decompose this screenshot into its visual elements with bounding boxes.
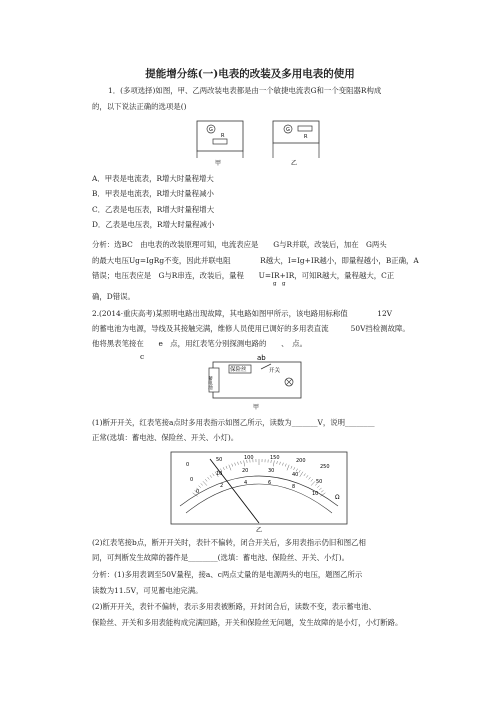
q1-analysis-subscript: g g bbox=[273, 281, 286, 287]
fig-fuse-label: 保险丝 bbox=[230, 367, 247, 373]
fig-label-yi2: 乙 bbox=[256, 527, 263, 533]
fig-label-jia: 甲 bbox=[215, 160, 222, 167]
q2-part2-line2: 同，可判断发生故障的器件是________(选填：蓄电池、保险丝、开关、小灯)。 bbox=[92, 553, 350, 562]
q1-analysis-line4: 确，D错误。 bbox=[92, 292, 135, 301]
q2-stem-line3: 他将黑表笔接在 e 点，用红表笔分别探测电路的 、 点。 bbox=[92, 339, 308, 348]
fig-ab-label: ab bbox=[257, 354, 266, 362]
multimeter-scale-figure bbox=[170, 451, 348, 533]
q2-stem-line1: 2.(2014·重庆高考)某照明电路出现故障，其电路如图甲所示，该电路用标称值 12V bbox=[92, 309, 393, 318]
svg-text:250: 250 bbox=[320, 464, 330, 470]
q1-option-a: A．甲表是电流表，R增大时量程增大 bbox=[92, 174, 214, 183]
svg-text:0: 0 bbox=[186, 462, 190, 468]
q2-stem-line2: 的蓄电池为电源，导线及其接触完满，维修人员使用已调好的多用表直流 50V挡检测故障。 bbox=[92, 324, 410, 333]
fig-label-yi: 乙 bbox=[291, 160, 298, 167]
q2-analysis2-line1: (2)断开开关，表针不偏转，表示多用表被断路，开封闭合后，读数不变，表示蓄电池、 bbox=[92, 602, 376, 611]
svg-text:Ω: Ω bbox=[335, 494, 340, 501]
q1-analysis-line3: 错误；电压表应是 G与R串连，改装后，量程 U=IR+IR，可知R越大，量程越大，C正 bbox=[92, 271, 395, 280]
svg-text:0: 0 bbox=[190, 477, 194, 483]
svg-text:50: 50 bbox=[216, 457, 223, 463]
svg-text:10: 10 bbox=[312, 491, 319, 497]
svg-text:30: 30 bbox=[268, 468, 275, 474]
q1-option-c: C．乙表是电压表，R增大时量程增大 bbox=[92, 205, 215, 214]
fig-battery-label: 蓄电池 bbox=[207, 376, 213, 390]
q2-analysis1-line2: 读数为11.5V，可见蓄电池完满。 bbox=[92, 586, 203, 595]
q1-option-b: B．甲表是电流表，R增大时量程减小 bbox=[92, 189, 214, 198]
svg-text:0: 0 bbox=[196, 489, 200, 495]
q1-analysis-line2: 的最大电压Ug=IgRg不变，因此并联电阻 R越大，I=Ig+IR越小，即量程越小，B正确，A bbox=[92, 256, 419, 265]
svg-text:100: 100 bbox=[244, 455, 254, 461]
q2-part2-line1: (2)红表笔接b点，断开开关时，表针不偏转，闭合开关后，多用表指示仍旧和图乙相 bbox=[92, 538, 366, 547]
svg-text:2: 2 bbox=[220, 483, 224, 489]
q1-analysis-line1: 分析：选BC 由电表的改装原理可知，电流表应是 G与R并联，改装后，加在 G两头 bbox=[92, 240, 387, 249]
svg-text:200: 200 bbox=[296, 458, 306, 464]
svg-text:4: 4 bbox=[244, 480, 248, 486]
svg-text:20: 20 bbox=[242, 468, 249, 474]
page-title: 提能增分练(一)电表的改装及多用电表的使用 bbox=[145, 68, 355, 80]
svg-text:10: 10 bbox=[216, 471, 223, 477]
fig-label-jia2: 甲 bbox=[253, 404, 260, 411]
svg-text:8: 8 bbox=[292, 484, 296, 490]
fig-switch-label: 开关 bbox=[269, 368, 281, 374]
q2-analysis1-line1: 分析：(1)多用表调至50V量程，接a、c两点丈量的是电源两头的电压，题图乙所示 bbox=[92, 570, 363, 579]
svg-text:50: 50 bbox=[316, 479, 323, 485]
q2-circuit-figure bbox=[205, 352, 310, 412]
q2-part1-line1: (1)断开开关，红表笔接a点时多用表指示如图乙所示，读数为_______V，说明________ bbox=[92, 418, 375, 427]
svg-text:G: G bbox=[286, 127, 290, 133]
q2-part1-line2: 正常(选填：蓄电池、保险丝、开关、小灯)。 bbox=[92, 433, 239, 442]
q1-stem-line2: 的，以下说法正确的选项是() bbox=[92, 102, 187, 111]
q2-stem-line4: c bbox=[140, 352, 145, 361]
svg-text:150: 150 bbox=[270, 455, 280, 461]
svg-text:40: 40 bbox=[292, 472, 299, 478]
q1-option-d: D．乙表是电压表，R增大时量程减小 bbox=[92, 220, 215, 229]
q1-stem-line1: 1．(多项选择)如图，甲、乙两改装电表都是由一个敏捷电流表G和一个变阻器R构成 bbox=[108, 86, 382, 95]
q2-analysis2-line2: 保险丝、开关和多用表能构成完满回路，开关和保险丝无问题，发生故障的是小灯，小灯断路。 bbox=[92, 618, 403, 627]
svg-text:R: R bbox=[304, 134, 308, 140]
q1-circuit-figure bbox=[195, 118, 330, 168]
svg-text:R: R bbox=[221, 133, 225, 139]
svg-text:G: G bbox=[209, 127, 213, 133]
svg-text:6: 6 bbox=[268, 480, 272, 486]
